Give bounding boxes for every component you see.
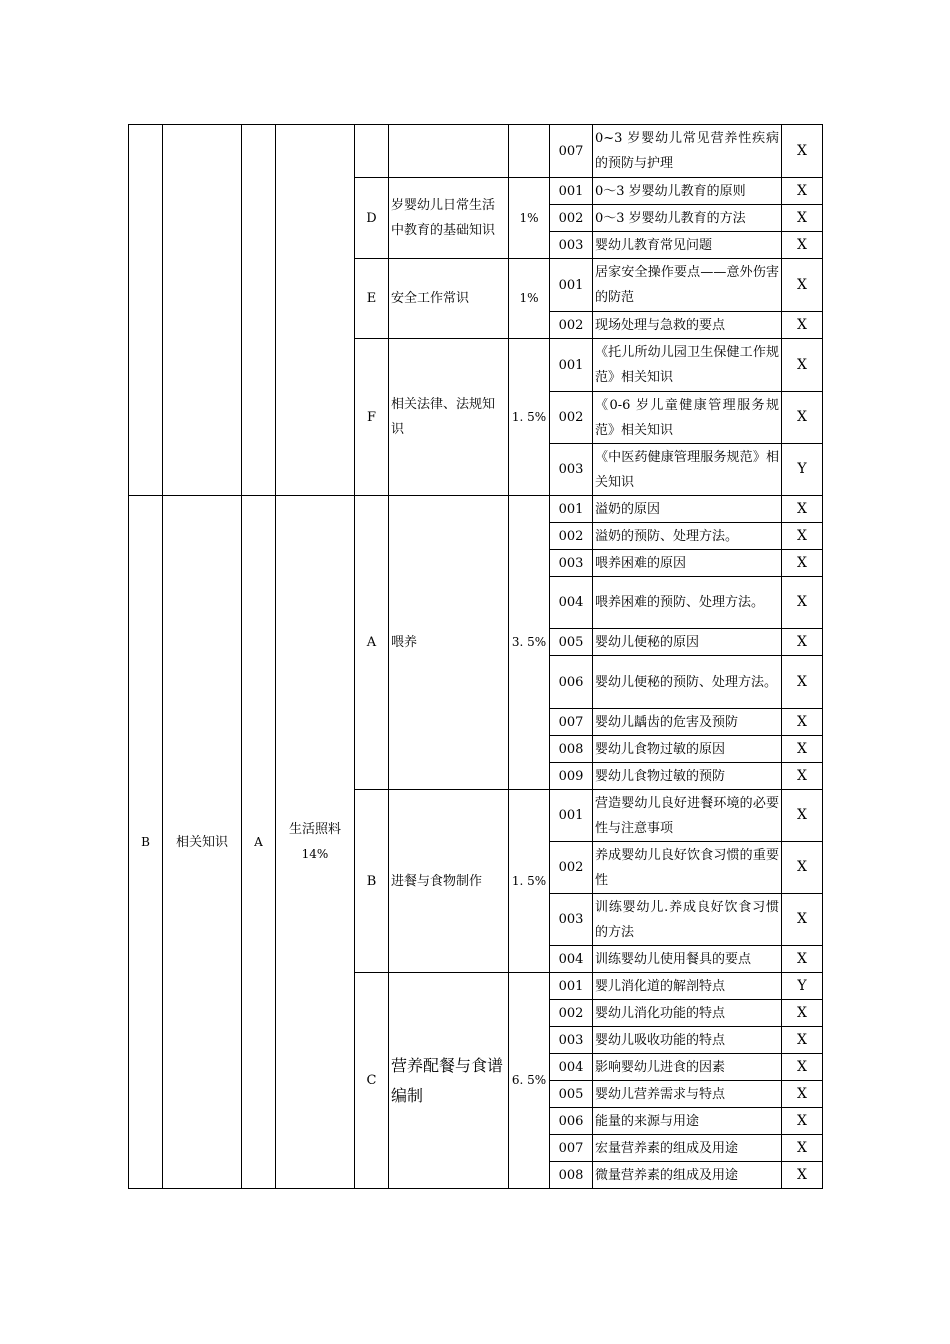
topic-mark: X [782,550,823,577]
topic-mark: X [782,842,823,894]
topic-code: 007 [550,125,593,178]
topic-code: 004 [550,577,593,629]
level2-code-cell [242,125,276,496]
topic-text: 0～3 岁婴幼儿教育的原则 [593,178,782,205]
topic-text: 影响婴幼儿进食的因素 [593,1054,782,1081]
topic-code: 004 [550,946,593,973]
section-item: 相关法律、法规知识 [389,339,509,496]
topic-mark: X [782,790,823,842]
topic-mark: X [782,125,823,178]
level2-name-cell [276,125,355,496]
topic-text: 婴幼儿教育常见问题 [593,232,782,259]
topic-mark: X [782,1000,823,1027]
topic-code: 001 [550,339,593,392]
topic-code: 003 [550,232,593,259]
topic-text: 营造婴幼儿良好进餐环境的必要性与注意事项 [593,790,782,842]
topic-text: 婴儿消化道的解剖特点 [593,973,782,1000]
topic-mark: X [782,496,823,523]
level2-name-cell [276,496,355,1189]
topic-code: 002 [550,1000,593,1027]
topic-mark: X [782,763,823,790]
topic-text: 0～3 岁婴幼儿教育的方法 [593,205,782,232]
topic-code: 002 [550,842,593,894]
topic-mark: X [782,259,823,312]
section-code: D [355,178,389,259]
section-item: 喂养 [389,496,509,790]
topic-code: 006 [550,1108,593,1135]
section-weight: 1. 5% [509,339,550,496]
topic-mark: X [782,577,823,629]
topic-text: 喂养困难的原因 [593,550,782,577]
section-weight [509,125,550,178]
section-code [355,125,389,178]
topic-code: 002 [550,205,593,232]
section-code: F [355,339,389,496]
topic-text: 婴幼儿便秘的预防、处理方法。 [593,656,782,709]
topic-code: 001 [550,973,593,1000]
topic-text: 喂养困难的预防、处理方法。 [593,577,782,629]
topic-mark: X [782,894,823,946]
topic-text: 溢奶的原因 [593,496,782,523]
topic-mark: X [782,312,823,339]
topic-mark: X [782,339,823,392]
topic-mark: X [782,1162,823,1189]
topic-mark: X [782,629,823,656]
section-weight: 1% [509,259,550,339]
table-row [129,125,823,178]
topic-text: 婴幼儿食物过敏的原因 [593,736,782,763]
topic-code: 006 [550,656,593,709]
topic-text: 《托儿所幼儿园卫生保健工作规范》相关知识 [593,339,782,392]
topic-text: 现场处理与急救的要点 [593,312,782,339]
level1-code-cell [129,125,163,496]
topic-code: 002 [550,312,593,339]
section-weight: 1% [509,178,550,259]
topic-text: 0~3 岁婴幼儿常见营养性疾病的预防与护理 [593,125,782,178]
topic-text: 养成婴幼儿良好饮食习惯的重要性 [593,842,782,894]
topic-code: 003 [550,550,593,577]
topic-text: 宏量营养素的组成及用途 [593,1135,782,1162]
topic-text: 婴幼儿消化功能的特点 [593,1000,782,1027]
section-item: 岁婴幼儿日常生活中教育的基础知识 [389,178,509,259]
topic-text: 训练婴幼儿.养成良好饮食习惯的方法 [593,894,782,946]
level2-name: 生活照料 [288,822,341,837]
topic-text: 能量的来源与用途 [593,1108,782,1135]
knowledge-table [128,124,823,1189]
topic-code: 005 [550,1081,593,1108]
section-item: 营养配餐与食谱编制 [389,973,509,1189]
topic-mark: X [782,523,823,550]
section-item: 安全工作常识 [389,259,509,339]
level2-code-cell: A [242,496,276,1189]
topic-mark: X [782,656,823,709]
topic-mark: Y [782,973,823,1000]
section-code: B [355,790,389,973]
topic-code: 009 [550,763,593,790]
topic-mark: X [782,1135,823,1162]
table-row [129,496,823,523]
topic-code: 008 [550,1162,593,1189]
section-code: C [355,973,389,1189]
topic-code: 003 [550,1027,593,1054]
topic-text: 《0-6 岁儿童健康管理服务规范》相关知识 [593,392,782,444]
topic-text: 微量营养素的组成及用途 [593,1162,782,1189]
topic-mark: X [782,205,823,232]
section-code: A [355,496,389,790]
topic-mark: Y [782,444,823,496]
topic-code: 005 [550,629,593,656]
level1-name-cell: 相关知识 [163,496,242,1189]
section-weight: 3. 5% [509,496,550,790]
topic-mark: X [782,946,823,973]
topic-code: 007 [550,1135,593,1162]
topic-text: 婴幼儿吸收功能的特点 [593,1027,782,1054]
section-item [389,125,509,178]
topic-code: 002 [550,392,593,444]
topic-code: 003 [550,894,593,946]
topic-text: 婴幼儿食物过敏的预防 [593,763,782,790]
level1-name-cell [163,125,242,496]
topic-mark: X [782,1081,823,1108]
topic-code: 001 [550,259,593,312]
section-weight: 6. 5% [509,973,550,1189]
section-weight: 1. 5% [509,790,550,973]
topic-code: 004 [550,1054,593,1081]
topic-text: 婴幼儿便秘的原因 [593,629,782,656]
section-item: 进餐与食物制作 [389,790,509,973]
topic-code: 001 [550,790,593,842]
level1-code-cell: B [129,496,163,1189]
topic-code: 001 [550,496,593,523]
topic-code: 007 [550,709,593,736]
topic-text: 溢奶的预防、处理方法。 [593,523,782,550]
level2-weight: 14% [301,847,329,861]
topic-text: 婴幼儿营养需求与特点 [593,1081,782,1108]
topic-text: 《中医药健康管理服务规范》相关知识 [593,444,782,496]
topic-mark: X [782,392,823,444]
topic-mark: X [782,1054,823,1081]
topic-mark: X [782,736,823,763]
topic-mark: X [782,709,823,736]
topic-text: 居家安全操作要点——意外伤害的防范 [593,259,782,312]
topic-text: 婴幼儿龋齿的危害及预防 [593,709,782,736]
topic-code: 003 [550,444,593,496]
topic-code: 001 [550,178,593,205]
topic-mark: X [782,178,823,205]
section-code: E [355,259,389,339]
topic-text: 训练婴幼儿使用餐具的要点 [593,946,782,973]
topic-mark: X [782,1027,823,1054]
topic-mark: X [782,232,823,259]
topic-mark: X [782,1108,823,1135]
topic-code: 008 [550,736,593,763]
topic-code: 002 [550,523,593,550]
